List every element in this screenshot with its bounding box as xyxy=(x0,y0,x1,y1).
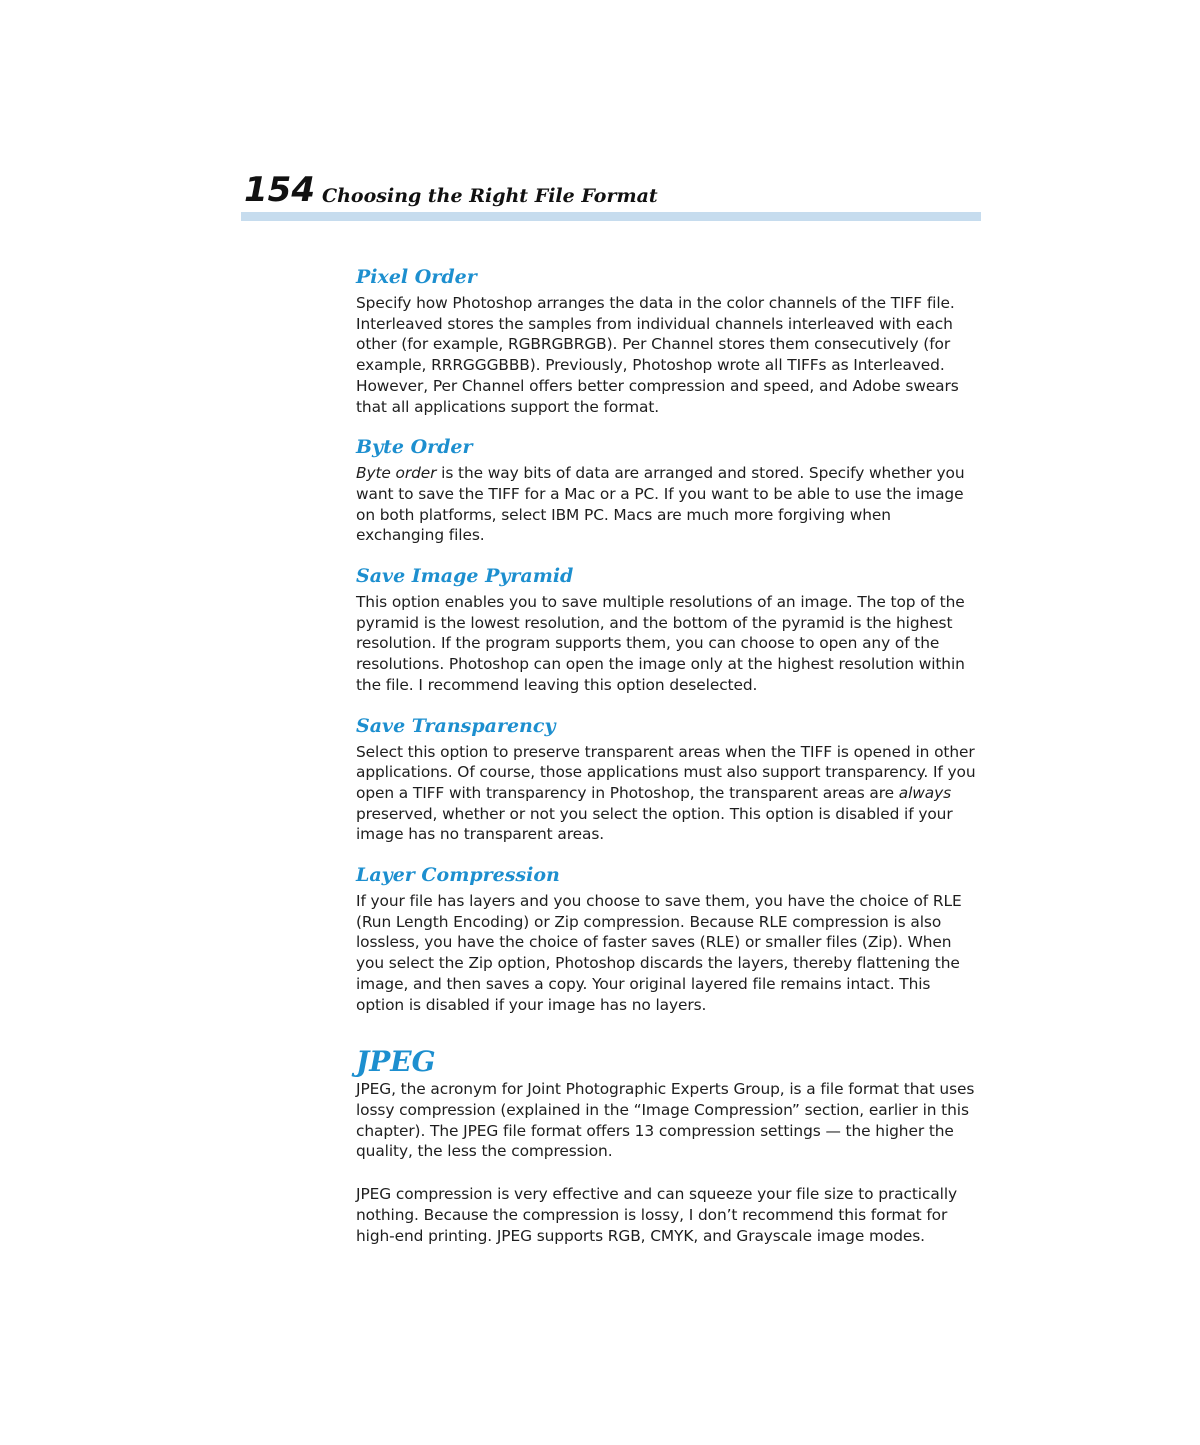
paragraph: JPEG compression is very effective and can squeeze your file size to practically nothing. Because the compression is lossy, I don’t recommend this format for high-end printing. JPEG supports RGB, CMYK, and Grayscale image modes. xyxy=(356,1185,958,1245)
section-byte-order xyxy=(356,434,981,546)
body-text: is the way bits of data are arranged and stored. Specify whether you want to save the TIFF for a Mac or a PC. If you want to be able to use the image on both platforms, select IBM PC. Macs are much more forgiving when exchanging files. xyxy=(356,464,965,545)
chapter-title: Choosing the Right File Format xyxy=(322,185,658,207)
emphasis-term: Byte order xyxy=(356,464,437,483)
header-rule xyxy=(241,212,981,221)
section-body xyxy=(356,742,981,846)
section-save-image-pyramid xyxy=(356,563,981,696)
section-heading: Pixel Order xyxy=(356,266,477,288)
emphasis-term: always xyxy=(898,783,952,802)
page-content xyxy=(356,264,981,1268)
major-heading: JPEG xyxy=(356,1045,436,1079)
section-jpeg xyxy=(356,1045,981,1246)
section-layer-compression xyxy=(356,862,981,1015)
section-pixel-order xyxy=(356,264,981,417)
section-heading: Byte Order xyxy=(356,436,473,459)
section-save-transparency xyxy=(356,713,981,846)
section-heading: Save Transparency xyxy=(356,714,556,737)
section-heading: Layer Compression xyxy=(356,864,560,887)
paragraph: JPEG, the acronym for Joint Photographic Experts Group, is a file format that uses lossy compression (explained in the “Image Compression” section, earlier in this chapter). The JPEG file format offers 13 compression settings — the higher the quality, the less the compression. xyxy=(356,1080,975,1161)
section-body xyxy=(356,463,981,546)
section-body: If your file has layers and you choose to save them, you have the choice of RLE (Run Length Encoding) or Zip compression. Because RLE compression is also lossless, you have the choice of faster saves (RLE) or smaller files (Zip). When you select the Zip option, Photoshop discards the layers, thereby flattening the image, and then saves a copy. Your original layered file remains intact. This option is disabled if your image has no layers. xyxy=(356,892,962,1014)
section-body: This option enables you to save multiple resolutions of an image. The top of the pyramid is the lowest resolution, and the bottom of the pyramid is the highest resolution. If the program supports them, you can choose to open any of the resolutions. Photoshop can open the image only at the highest resolution within the file. I recommend leaving this option deselected. xyxy=(356,593,965,694)
section-body: Specify how Photoshop arranges the data in the color channels of the TIFF file. Interleaved stores the samples from individual channels interleaved with each other (for example, RGBRGBRGB). Per Channel stores them consecutively (for example, RRRGGGBBB). Previously, Photoshop wrote all TIFFs as Interleaved. However, Per Channel offers better compression and speed, and Adobe swears that all applications support the format. xyxy=(356,294,959,416)
body-text: Select this option to preserve transparent areas when the TIFF is opened in other applications. Of course, those applications must also support transparency. If you open a TIFF with transparency in Photoshop, the transparent areas are xyxy=(356,742,976,802)
page-number: 154 xyxy=(244,170,315,210)
body-text: preserved, whether or not you select the option. This option is disabled if your image has no transparent areas. xyxy=(356,804,953,844)
section-heading: Save Image Pyramid xyxy=(356,565,574,588)
